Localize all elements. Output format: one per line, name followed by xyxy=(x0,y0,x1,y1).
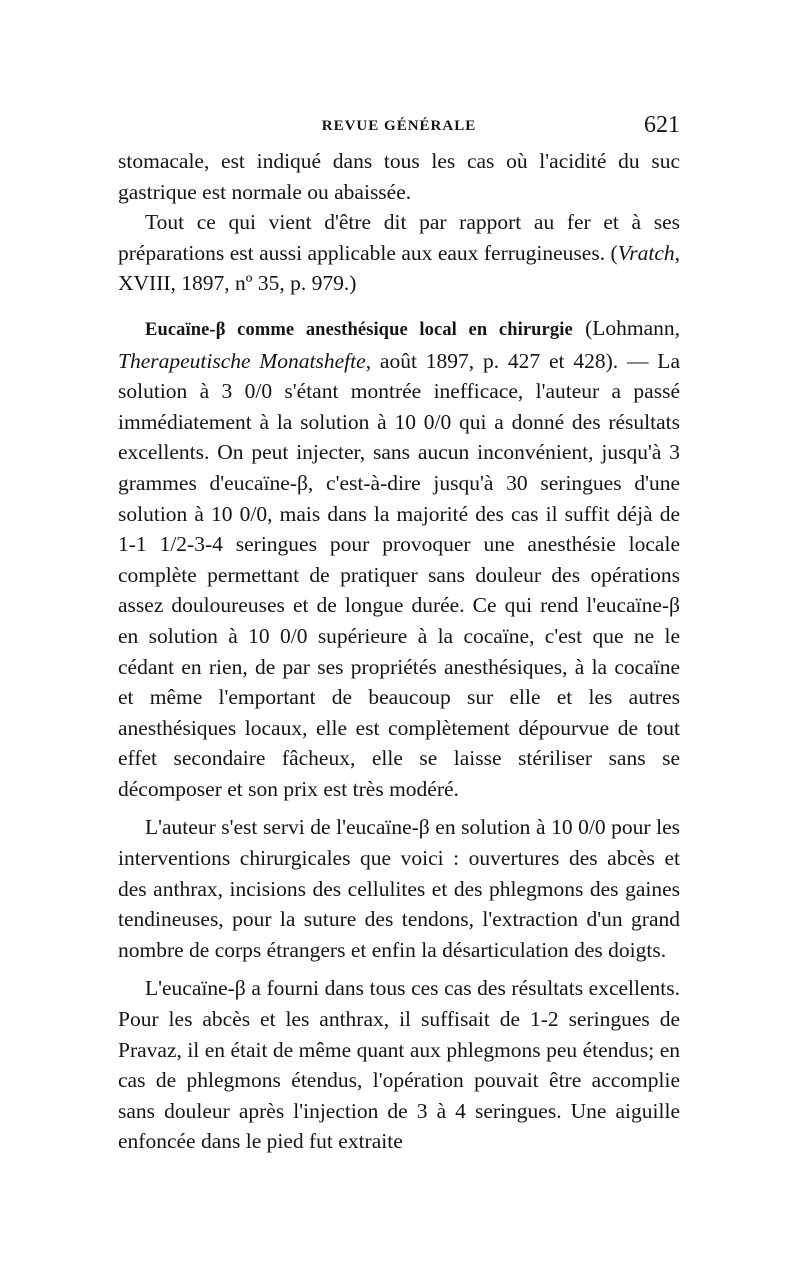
paragraph-continuation: stomacale, est indiqué dans tous les cas où l'acidité du suc gastrique est normale ou abaissée. xyxy=(118,149,680,204)
paragraph-text: Tout ce qui vient d'être dit par rapport au fer et à ses préparations est aussi applicable aux eaux ferrugineuses. ( xyxy=(118,210,680,265)
running-head: REVUE GÉNÉRALE xyxy=(321,118,477,134)
journal-name: Therapeutische Monatshefte xyxy=(118,348,366,373)
page-header xyxy=(118,112,680,144)
author-name: (Lohmann, xyxy=(572,315,680,340)
paragraph-resultats: L'eucaïne-β a fourni dans tous ces cas des résultats excellents. Pour les abcès et les anthrax, il suffisait de 1-2 seringues de Pravaz, il en était de même quant aux phlegmons peu étendus; en cas de phlegmons étendus, l'opération pouvait être accomplie sans douleur après l'injection de 3 à 4 seringues. Une aiguille enfoncée dans le pied fut extraite xyxy=(118,976,680,1154)
paragraph-eucaine xyxy=(118,313,680,805)
citation-reference: , XVIII, 1897, nº 35, p. 979.) xyxy=(118,240,680,296)
paragraph-text: — La solution à 3 0/0 s'étant montrée inefficace, l'auteur a passé immédiatement à la solution à 10 0/0 qui a donné des résultats excellents. On peut injecter, sans aucun inconvénient, jusqu'à 3 grammes d'eucaïne-β, c'est-à-dire jusqu'à 30 seringues d'une solution à 10 0/0, mais dans la majorité des cas il suffit déjà de 1-1 1/2-3-4 seringues pour provoquer une anesthésie locale complète permettant de pratiquer sans douleur des opérations assez douloureuses et de longue durée. Ce qui rend l'eucaïne-β en solution à 10 0/0 supérieure à la cocaïne, c'est que ne le cédant en rien, de par ses propriétés anesthésiques, à la cocaïne et même l'emportant de beaucoup sur elle et les autres anesthésiques locaux, elle est complètement dépourvue de tout effet secondaire fâcheux, elle se laisse stériliser sans se décomposer et son prix est très modéré. xyxy=(118,348,680,801)
paragraph-interventions: L'auteur s'est servi de l'eucaïne-β en solution à 10 0/0 pour les interventions chirurgicales que voici : ouvertures des abcès et des anthrax, incisions des cellulites et des phlegmons des gaines tendineuses, pour la suture des tendons, l'extraction d'un grand nombre de corps étrangers et enfin la désarticulation des doigts. xyxy=(118,815,680,962)
page-number: 621 xyxy=(644,112,680,138)
citation-reference: , août 1897, p. 427 et 428). xyxy=(365,348,619,373)
paragraph-ferrugineuses xyxy=(118,207,680,299)
journal-name: Vratch xyxy=(617,240,675,265)
article-title: Eucaïne-β comme anesthésique local en chirurgie xyxy=(145,319,573,340)
body-text xyxy=(118,146,680,1157)
